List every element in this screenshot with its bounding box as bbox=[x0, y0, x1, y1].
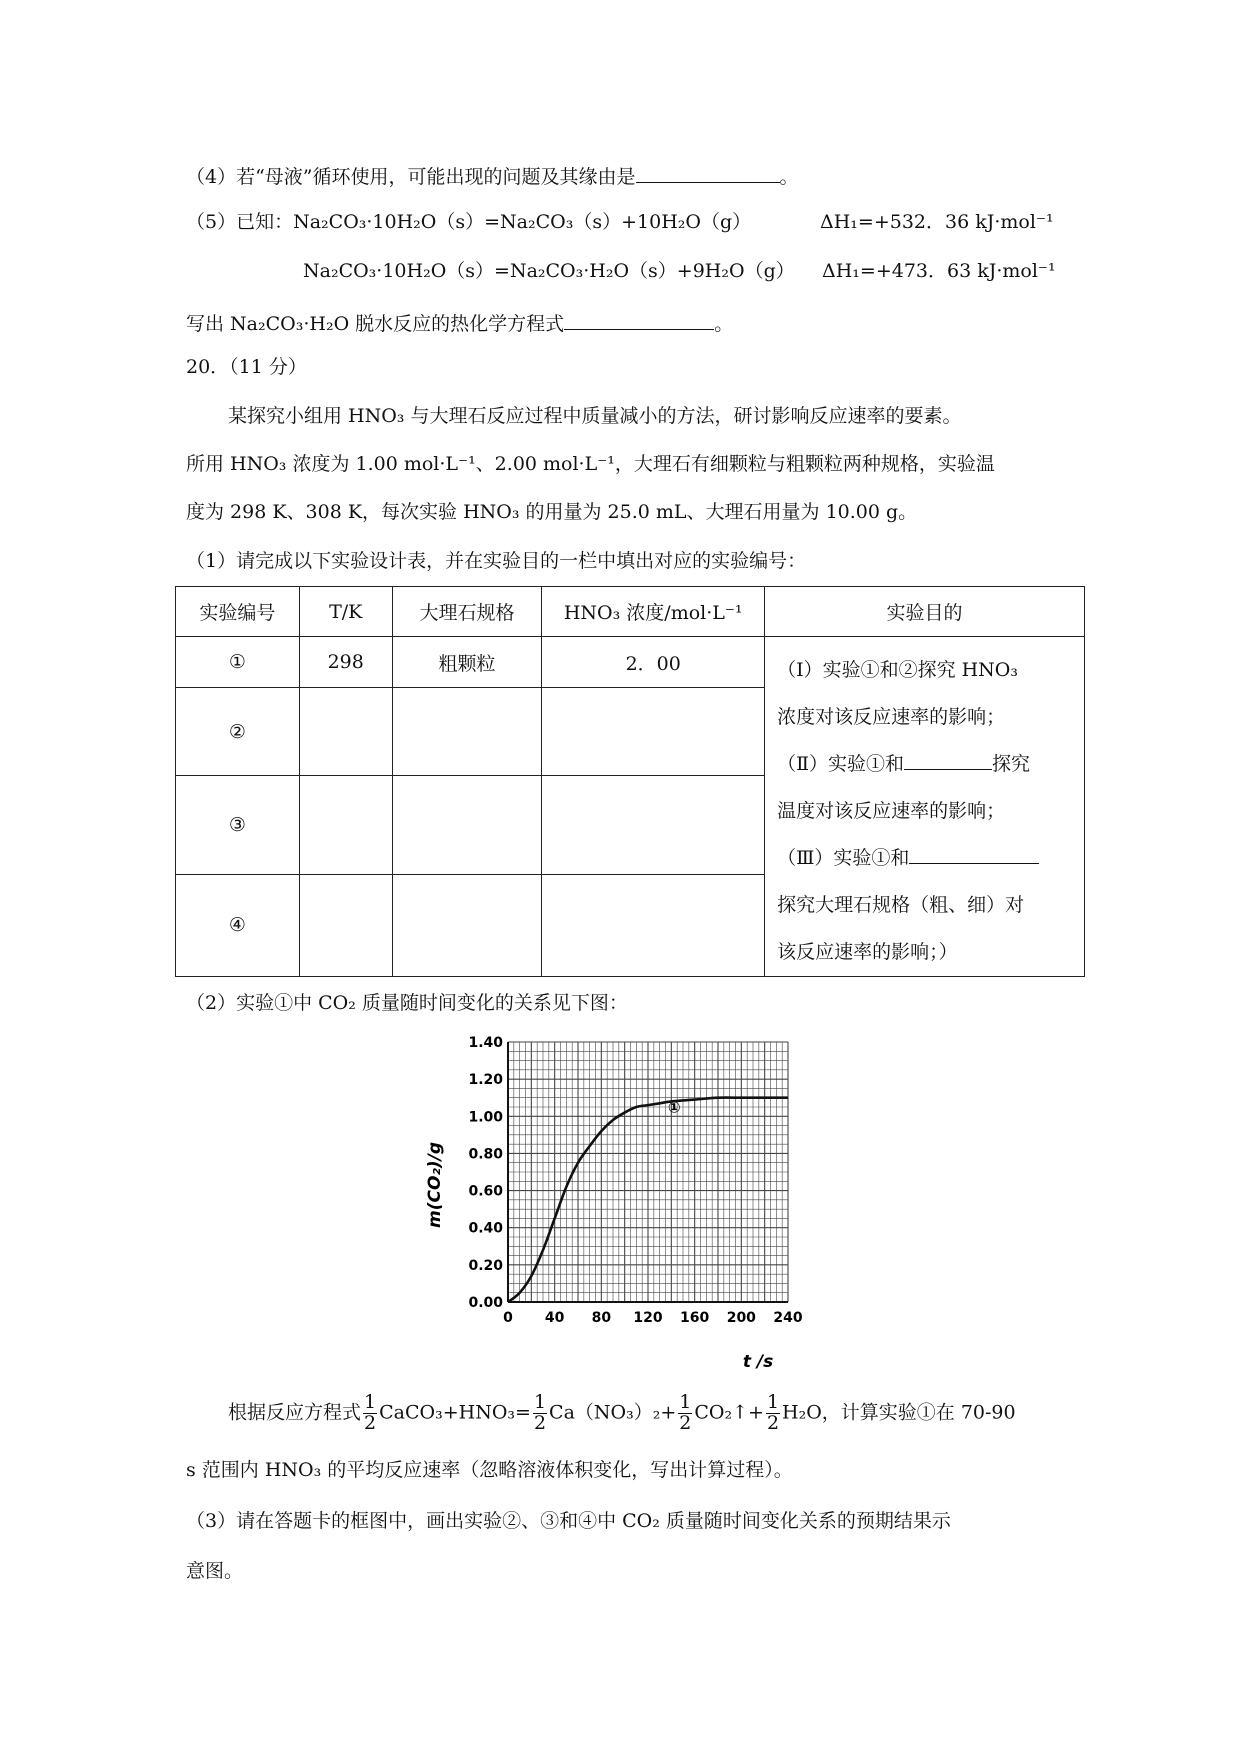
q4-answer-blank[interactable] bbox=[636, 163, 780, 183]
y-tick-label: 1.20 bbox=[468, 1072, 503, 1089]
q20-intro-2: 所用 HNO₃ 浓度为 1.00 mol·L⁻¹、2.00 mol·L⁻¹，大理石有细颗粒与粗颗粒两种规格，实验温 bbox=[186, 453, 995, 475]
q20-part2: （2）实验①中 CO₂ 质量随时间变化的关系见下图： bbox=[186, 992, 628, 1014]
experiment-design-table bbox=[175, 586, 1085, 977]
calc-t3: CO₂↑+ bbox=[694, 1401, 764, 1424]
calc-pre: 根据反应方程式 bbox=[228, 1401, 362, 1424]
y-tick-label: 1.00 bbox=[468, 1109, 503, 1126]
q5-eq1: Na₂CO₃·10H₂O（s）=Na₂CO₃（s）+10H₂O（g） bbox=[293, 211, 752, 233]
calc-line-1 bbox=[228, 1393, 1016, 1434]
cell-exp-no: ② bbox=[176, 688, 300, 776]
cell-exp-no: ③ bbox=[176, 776, 300, 874]
cell-hno3-conc[interactable] bbox=[542, 688, 765, 776]
fraction-half: $\frac{1}{2}$ bbox=[364, 1391, 377, 1434]
y-tick-label: 0.00 bbox=[468, 1295, 503, 1311]
fraction-half: $\frac{1}{2}$ bbox=[766, 1391, 780, 1434]
header-hno3-conc: HNO₃ 浓度/mol·L⁻¹ bbox=[542, 587, 765, 637]
cell-marble-size: 粗颗粒 bbox=[392, 637, 542, 688]
header-temperature: T/K bbox=[299, 587, 392, 637]
header-purpose: 实验目的 bbox=[765, 587, 1085, 637]
curve-annotation: ① bbox=[667, 1098, 681, 1117]
cell-hno3-conc[interactable] bbox=[542, 874, 765, 976]
y-tick-label: 1.40 bbox=[468, 1035, 503, 1051]
q5-answer-blank[interactable] bbox=[564, 310, 714, 330]
q20-intro-1: 某探究小组用 HNO₃ 与大理石反应过程中质量减小的方法，研讨影响反应速率的要素。 bbox=[228, 405, 962, 427]
x-tick-label: 80 bbox=[591, 1310, 612, 1326]
fraction-half: $\frac{1}{2}$ bbox=[533, 1391, 547, 1434]
q5-eq1-line bbox=[186, 213, 751, 232]
cell-marble-size[interactable] bbox=[392, 874, 542, 976]
cell-exp-no: ④ bbox=[176, 874, 300, 976]
purpose-line-6: 探究大理石规格（粗、细）对 bbox=[777, 894, 1025, 916]
cell-temperature: 298 bbox=[299, 637, 392, 688]
y-tick-label: 0.20 bbox=[468, 1257, 503, 1274]
purpose-blank-2[interactable] bbox=[904, 750, 992, 770]
q5-end: 。 bbox=[714, 313, 734, 335]
calc-t2: Ca（NO₃）₂+ bbox=[549, 1401, 677, 1424]
calc-line-2: s 范围内 HNO₃ 的平均反应速率（忽略溶液体积变化，写出计算过程）。 bbox=[186, 1459, 793, 1481]
y-tick-label: 0.60 bbox=[468, 1183, 503, 1200]
purpose-line-1: （Ⅰ）实验①和②探究 HNO₃ bbox=[777, 659, 1018, 681]
q5-ask: 写出 Na₂CO₃·H₂O 脱水反应的热化学方程式 bbox=[186, 313, 565, 335]
x-tick-label: 120 bbox=[633, 1310, 663, 1326]
calc-t4: H₂O，计算实验①在 70-90 bbox=[782, 1401, 1016, 1424]
purpose-line-7: 该反应速率的影响；） bbox=[777, 941, 958, 963]
y-axis-label: m(CO₂)/g bbox=[425, 1141, 445, 1229]
y-tick-label: 0.40 bbox=[468, 1220, 503, 1237]
x-tick-label: 40 bbox=[544, 1310, 565, 1326]
x-tick-label: 0 bbox=[503, 1310, 513, 1326]
q20-header: 20．（11 分） bbox=[186, 356, 307, 378]
purpose-line-4: 温度对该反应速率的影响； bbox=[777, 800, 1006, 822]
q5-ask-line bbox=[186, 310, 733, 334]
q5-eq2: Na₂CO₃·10H₂O（s）=Na₂CO₃·H₂O（s）+9H₂O（g） bbox=[303, 260, 795, 282]
x-tick-label: 160 bbox=[680, 1310, 710, 1326]
cell-hno3-conc[interactable] bbox=[542, 776, 765, 874]
y-tick-label: 0.80 bbox=[468, 1146, 503, 1163]
q20-intro-3: 度为 298 K、308 K，每次实验 HNO₃ 的用量为 25.0 mL、大理石用量为 10.00 g。 bbox=[186, 501, 918, 523]
cell-marble-size[interactable] bbox=[392, 688, 542, 776]
header-marble-size: 大理石规格 bbox=[392, 587, 542, 637]
purpose-cell bbox=[765, 637, 1085, 977]
q4-line bbox=[186, 163, 799, 187]
x-tick-label: 240 bbox=[773, 1310, 803, 1326]
q5-label: （5）已知： bbox=[186, 211, 294, 233]
header-exp-no: 实验编号 bbox=[176, 587, 300, 637]
purpose-line-3: （Ⅱ）实验①和 探究 bbox=[777, 741, 1078, 788]
q20-part3-line-2: 意图。 bbox=[186, 1560, 244, 1582]
cell-marble-size[interactable] bbox=[392, 776, 542, 874]
q20-part1: （1）请完成以下实验设计表，并在实验目的一栏中填出对应的实验编号： bbox=[186, 550, 807, 572]
q5-eq2-dh: ΔH₁=+473．63 kJ·mol⁻¹ bbox=[822, 260, 1056, 282]
x-tick-label: 200 bbox=[726, 1310, 756, 1326]
x-axis-label: t /s bbox=[742, 1352, 774, 1372]
cell-hno3-conc: 2．00 bbox=[542, 637, 765, 688]
table-row bbox=[176, 637, 1085, 688]
q4-end: 。 bbox=[779, 166, 799, 188]
q5-eq1-dh: ΔH₁=+532．36 kJ·mol⁻¹ bbox=[820, 211, 1054, 233]
q20-part3-line-1: （3）请在答题卡的框图中，画出实验②、③和④中 CO₂ 质量随时间变化关系的预期结果示 bbox=[186, 1510, 951, 1532]
purpose-line-5: （Ⅲ）实验①和 bbox=[777, 835, 1078, 882]
cell-exp-no: ① bbox=[176, 637, 300, 688]
cell-temperature[interactable] bbox=[299, 874, 392, 976]
q4-text: （4）若“母液”循环使用，可能出现的问题及其缘由是 bbox=[186, 166, 636, 188]
table-header-row bbox=[176, 587, 1085, 637]
fraction-half: $\frac{1}{2}$ bbox=[679, 1391, 692, 1434]
purpose-line-2: 浓度对该反应速率的影响； bbox=[777, 706, 1006, 728]
cell-temperature[interactable] bbox=[299, 776, 392, 874]
calc-t1: CaCO₃+HNO₃= bbox=[379, 1401, 531, 1424]
co2-mass-chart bbox=[420, 1030, 820, 1380]
cell-temperature[interactable] bbox=[299, 688, 392, 776]
chart-grid bbox=[508, 1042, 788, 1302]
purpose-blank-3[interactable] bbox=[909, 844, 1039, 864]
